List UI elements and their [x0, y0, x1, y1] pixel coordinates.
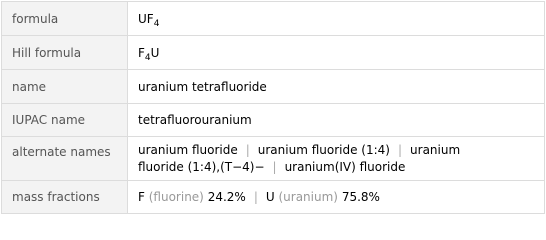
name-value: uranium tetrafluoride	[138, 80, 267, 94]
row-formula	[2, 2, 544, 36]
value-cell	[138, 181, 538, 213]
label-cell	[2, 181, 128, 213]
value-cell	[138, 36, 538, 69]
mass-fractions-label: mass fractions	[12, 190, 100, 204]
row-alternate-names	[2, 137, 544, 181]
alternate-name: uranium fluoride	[138, 143, 238, 157]
separator: |	[397, 143, 403, 157]
separator: |	[253, 190, 258, 204]
formula-main: UF	[138, 12, 154, 26]
value-cell	[138, 2, 538, 35]
hill-formula-main: F	[138, 46, 145, 60]
alternate-name-part: fluoride (1:4),(T−4)−	[138, 160, 265, 174]
mass-percent: 75.8%	[341, 190, 380, 204]
alternate-names-line-2	[138, 160, 405, 174]
alternate-name: uranium fluoride (1:4)	[257, 143, 390, 157]
mass-fractions-value	[138, 190, 380, 204]
row-hill-formula	[2, 36, 544, 70]
formula-label: formula	[12, 12, 59, 26]
properties-table	[1, 1, 545, 214]
hill-formula-tail: U	[150, 46, 160, 60]
label-cell	[2, 2, 128, 35]
label-cell	[2, 70, 128, 103]
row-mass-fractions	[2, 181, 544, 213]
row-name	[2, 70, 544, 104]
iupac-name-label: IUPAC name	[12, 113, 86, 127]
label-cell	[2, 104, 128, 136]
iupac-name-value: tetrafluorouranium	[138, 113, 252, 127]
formula-subscript: 4	[153, 19, 160, 29]
alternate-names-label: alternate names	[12, 145, 111, 159]
hill-formula-subscript: 4	[144, 53, 151, 63]
row-iupac-name	[2, 104, 544, 137]
value-cell	[138, 137, 538, 180]
alternate-names-line-1	[138, 143, 460, 157]
element-name: (fluorine)	[148, 190, 204, 204]
element-symbol: F	[138, 190, 145, 204]
hill-formula-label: Hill formula	[12, 46, 82, 60]
name-label: name	[12, 80, 47, 94]
element-symbol: U	[265, 190, 275, 204]
value-cell	[138, 104, 538, 136]
alternate-name-part: uranium	[410, 143, 461, 157]
alternate-name: uranium(IV) fluoride	[284, 160, 406, 174]
mass-percent: 24.2%	[207, 190, 246, 204]
formula-value	[138, 12, 159, 29]
element-name: (uranium)	[278, 190, 338, 204]
hill-formula-value	[138, 46, 159, 63]
value-cell	[138, 70, 538, 103]
separator: |	[272, 160, 277, 174]
label-cell	[2, 36, 128, 69]
label-cell	[2, 137, 128, 180]
separator: |	[245, 143, 250, 157]
